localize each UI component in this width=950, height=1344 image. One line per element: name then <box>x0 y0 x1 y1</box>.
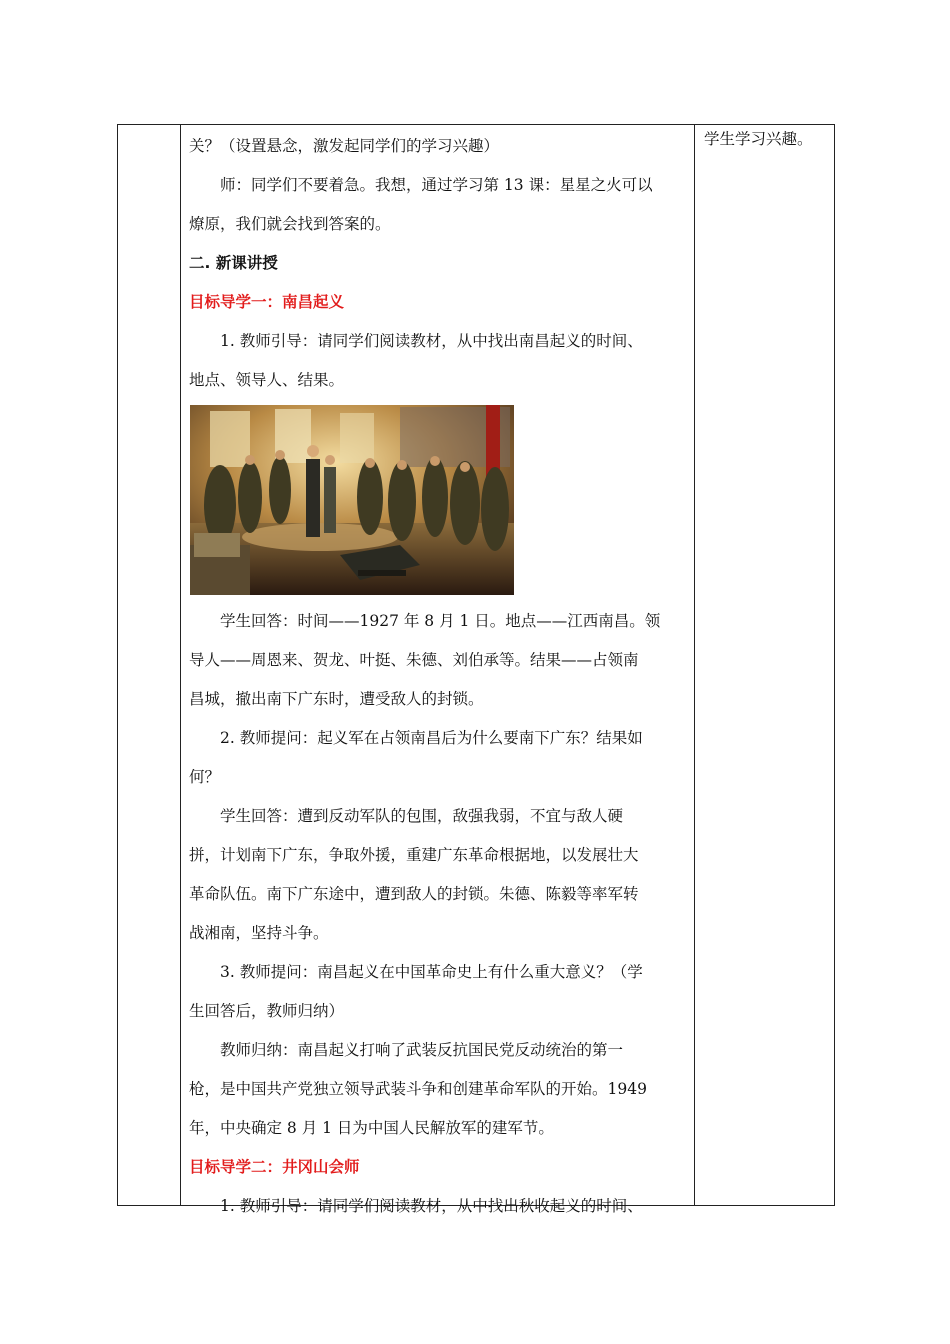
nanchang-uprising-painting <box>190 405 514 595</box>
design-intent-cell <box>695 125 835 1206</box>
section-title: 二. 新课讲授 <box>189 254 278 272</box>
answer-2-line-3: 革命队伍。南下广东途中，遭到敌人的封锁。朱德、陈毅等率军转 <box>189 885 639 903</box>
teaching-process-cell <box>181 125 695 1215</box>
question-3-line-1: 3. 教师提问：南昌起义在中国革命史上有什么重大意义？（学 <box>220 963 643 981</box>
answer-2-line-2: 拼，计划南下广东，争取外援，重建广东革命根据地，以发展壮大 <box>189 846 639 864</box>
answer-2-line-4: 战湘南，坚持斗争。 <box>189 924 329 942</box>
question-1-line-1: 1. 教师引导：请同学们阅读教材，从中找出南昌起义的时间、 <box>220 332 643 350</box>
teaching-content <box>189 127 689 1226</box>
intro-line-2: 师：同学们不要着急。我想，通过学习第 13 课：星星之火可以 <box>220 176 653 194</box>
intro-line-1: 关？（设置悬念，激发起同学们的学习兴趣） <box>189 137 500 155</box>
question-3-line-2: 生回答后，教师归纳） <box>189 1002 345 1020</box>
intro-line-3: 燎原，我们就会找到答案的。 <box>189 215 391 233</box>
answer-1-line-3: 昌城，撤出南下广东时，遭受敌人的封锁。 <box>189 690 484 708</box>
goal-2-title: 目标导学二：井冈山会师 <box>189 1158 360 1176</box>
lesson-plan-table <box>117 124 835 1215</box>
question-1-line-2: 地点、领导人、结果。 <box>189 371 345 389</box>
stage-column-cell <box>118 125 181 1206</box>
answer-1-line-2: 导人——周恩来、贺龙、叶挺、朱德、刘伯承等。结果——占领南 <box>189 651 639 669</box>
answer-2-line-1: 学生回答：遭到反动军队的包围，敌强我弱，不宜与敌人硬 <box>220 807 624 825</box>
summary-line-3: 年，中央确定 8 月 1 日为中国人民解放军的建军节。 <box>189 1119 554 1137</box>
summary-line-1: 教师归纳：南昌起义打响了武装反抗国民党反动统治的第一 <box>220 1041 624 1059</box>
answer-1-line-1: 学生回答：时间——1927 年 8 月 1 日。地点——江西南昌。领 <box>220 612 661 630</box>
summary-line-2: 枪，是中国共产党独立领导武装斗争和创建革命军队的开始。1949 <box>189 1080 647 1098</box>
question-2-line-1: 2. 教师提问：起义军在占领南昌后为什么要南下广东？结果如 <box>220 729 643 747</box>
question-2-line-2: 何？ <box>189 768 221 786</box>
design-intent-text: 学生学习兴趣。 <box>704 130 813 148</box>
goal-1-title: 目标导学一：南昌起义 <box>189 293 345 311</box>
question-4-line-1: 1. 教师引导：请同学们阅读教材，从中找出秋收起义的时间、 <box>220 1197 643 1215</box>
